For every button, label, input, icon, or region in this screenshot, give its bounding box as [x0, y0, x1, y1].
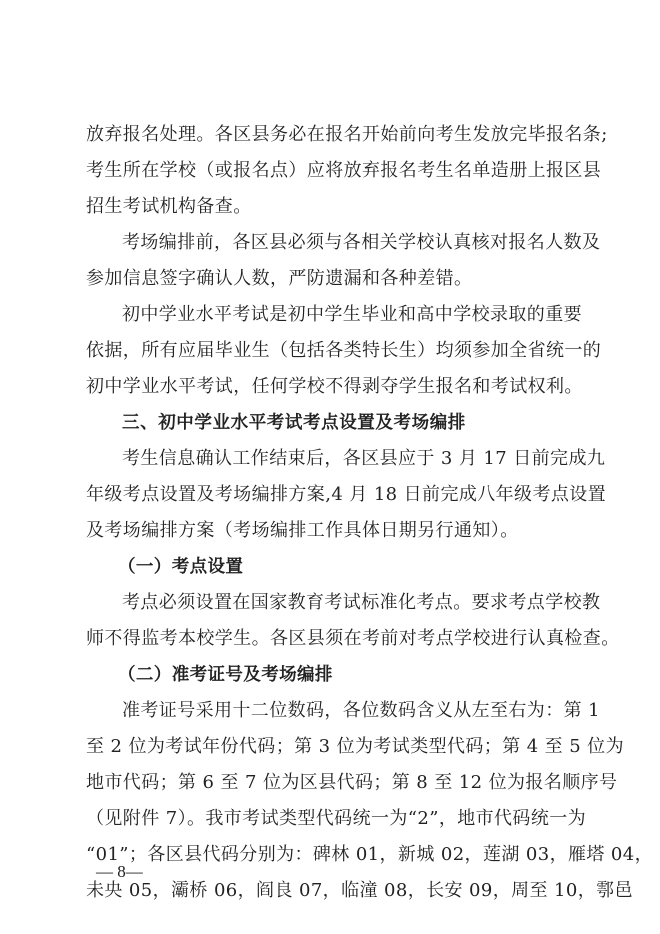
body-line-21: “01”；各区县代码分别为：碑林 01，新城 02，莲湖 03，雁塔 04， [86, 844, 654, 865]
body-line-22: 未央 05，灞桥 06，阎良 07，临潼 08，长安 09，周至 10，鄠邑 [86, 880, 633, 901]
section-heading: 三、初中学业水平考试考点设置及考场编排 [122, 413, 466, 433]
body-line-3: 招生考试机构备查。 [86, 196, 252, 217]
body-line-1: 放弃报名处理。各区县务必在报名开始前向考生发放完毕报名条; [86, 124, 608, 145]
body-line-14: 考点必须设置在国家教育考试标准化考点。要求考点学校教 [122, 592, 601, 613]
body-line-4: 考场编排前，各区县必须与各相关学校认真核对报名人数及 [122, 232, 601, 253]
subheading-1: （一）考点设置 [118, 557, 244, 577]
body-line-2: 考生所在学校（或报名点）应将放弃报名考生名单造册上报区县 [86, 160, 602, 181]
body-line-10: 考生信息确认工作结束后，各区县应于 3 月 17 日前完成九 [122, 448, 606, 469]
body-line-19: 地市代码；第 6 至 7 位为区县代码；第 8 至 12 位为报名顺序号 [86, 772, 618, 793]
body-line-15: 师不得监考本校学生。各区县须在考前对考点学校进行认真检查。 [86, 628, 620, 649]
body-line-12: 及考场编排方案（考场编排工作具体日期另行通知）。 [86, 520, 519, 541]
body-line-5: 参加信息签字确认人数，严防遗漏和各种差错。 [86, 268, 473, 289]
page-number: — 8— [96, 862, 143, 881]
body-line-20: （见附件 7）。我市考试类型代码统一为“2”，地市代码统一为 [86, 808, 587, 829]
body-line-18: 至 2 位为考试年份代码；第 3 位为考试类型代码；第 4 至 5 位为 [86, 736, 624, 757]
body-line-8: 初中学业水平考试，任何学校不得剥夺学生报名和考试权利。 [86, 376, 583, 397]
body-line-7: 依据，所有应届毕业生（包括各类特长生）均须参加全省统一的 [86, 340, 602, 361]
body-line-6: 初中学业水平考试是初中学生毕业和高中学校录取的重要 [122, 304, 582, 325]
subheading-2: （二）准考证号及考场编排 [118, 665, 333, 685]
body-line-17: 准考证号采用十二位数码，各位数码含义从左至右为：第 1 [122, 700, 600, 721]
body-line-11: 年级考点设置及考场编排方案,4 月 18 日前完成八年级考点设置 [86, 484, 607, 505]
